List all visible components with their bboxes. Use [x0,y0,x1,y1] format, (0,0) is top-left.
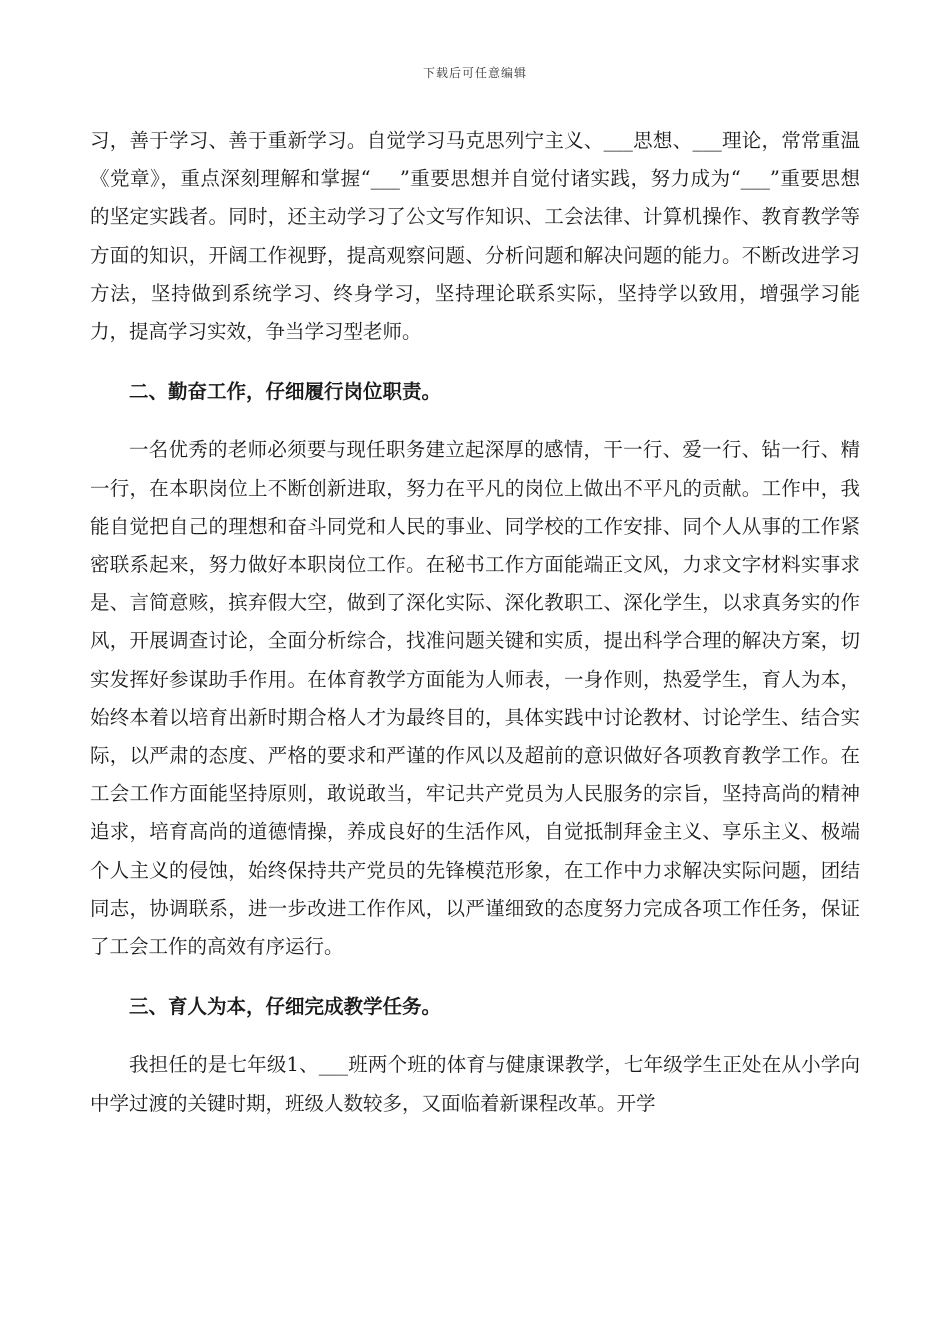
paragraph-work: 一名优秀的老师必须要与现任职务建立起深厚的感情，干一行、爱一行、钻一行、精一行，在本职岗位上不断创新进取，努力在平凡的岗位上做出不平凡的贡献。工作中，我能自觉把自己的理想和奋斗同党和人民的事业、同学校的工作安排、同个人从事的工作紧密联系起来，努力做好本职岗位工作。在秘书工作方面能端正文风，力求文字材料实事求是、言简意赅，摈弃假大空，做到了深化实际、深化教职工、深化学生，以求真务实的作风，开展调查讨论，全面分析综合，找准问题关键和实质，提出科学合理的解决方案，切实发挥好参谋助手作用。在体育教学方面能为人师表，一身作则，热爱学生，育人为本，始终本着以培育出新时期合格人才为最终目的，具体实践中讨论教材、讨论学生、结合实际，以严肃的态度、严格的要求和严谨的作风以及超前的意识做好各项教育教学工作。在工会工作方面能坚持原则，敢说敢当，牢记共产党员为人民服务的宗旨，坚持高尚的精神追求，培育高尚的道德情操，养成良好的生活作风，自觉抵制拜金主义、享乐主义、极端个人主义的侵蚀，始终保持共产党员的先锋模范形象，在工作中力求解决实际问题，团结同志，协调联系，进一步改进工作作风，以严谨细致的态度努力完成各项工作任务，保证了工会工作的高效有序运行。 [90,438,860,959]
paragraph-study: 习，善于学习、善于重新学习。自觉学习马克思列宁主义、___思想、___理论，常常重温《党章》，重点深刻理解和掌握“___”重要思想并自觉付诸实践，努力成为“___”重要思想的坚定实践者。同时，还主动学习了公文写作知识、工会法律、计算机操作、教育教学等方面的知识，开阔工作视野，提高观察问题、分析问题和解决问题的能力。不断改进学习方法，坚持做到系统学习、终身学习，坚持理论联系实际，坚持学以致用，增强学习能力，提高学习实效，争当学习型老师。 [90,129,860,344]
document-body [90,122,860,1123]
section-heading-teaching: 三、育人为本，仔细完成教学任务。 [129,995,442,1019]
page-header: 下载后可任意编辑 [422,66,527,80]
section-heading-work: 二、勤奋工作，仔细履行岗位职责。 [129,380,442,404]
paragraph-teaching: 我担任的是七年级1、___班两个班的体育与健康课教学，七年级学生正处在从小学向中学过渡的关键时期，班级人数较多，又面临着新课程改革。开学 [90,1053,860,1115]
